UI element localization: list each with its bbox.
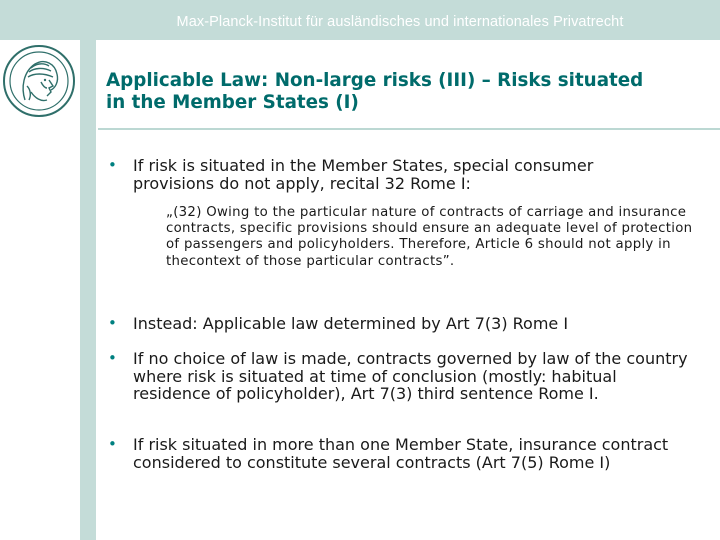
bullet-item [108,315,693,333]
bullet-text: If risk situated in more than one Member State, insurance contract considered to constitute several contracts (Art 7(5) Rome I) [133,435,669,472]
bullet-item [108,350,693,403]
bullet-dot: • [108,156,117,174]
slide-title: Applicable Law: Non-large risks (III) – Risks situated in the Member States (I) [106,70,644,113]
bullet-dot: • [108,435,117,453]
bullet-text: Instead: Applicable law determined by Art 7(3) Rome I [133,314,569,333]
recital-quote: „(32) Owing to the particular nature of contracts of carriage and insurance contracts, specific provisions should ensure an adequate level of protection of passengers and policyholders. Therefore, Article 6 should not apply in thecontext of those particular contracts”. [166,205,693,269]
header-bar [0,0,720,40]
bullet-dot: • [108,314,117,332]
left-accent-strip [80,40,96,540]
bullet-item [108,157,673,192]
bullet-item [108,436,693,471]
title-divider [98,128,720,130]
bullet-text: If risk is situated in the Member States, special consumer provisions do not apply, recital 32 Rome I: [133,156,594,193]
bullet-dot: • [108,349,117,367]
bullet-text: If no choice of law is made, contracts governed by law of the country where risk is situated at time of conclusion (mostly: habitual residence of policyholder), Art 7(3) third sentence Rome I. [133,349,688,403]
institute-name: Max-Planck-Institut für ausländisches und internationales Privatrecht [176,14,624,30]
minerva-logo-icon [1,42,77,120]
